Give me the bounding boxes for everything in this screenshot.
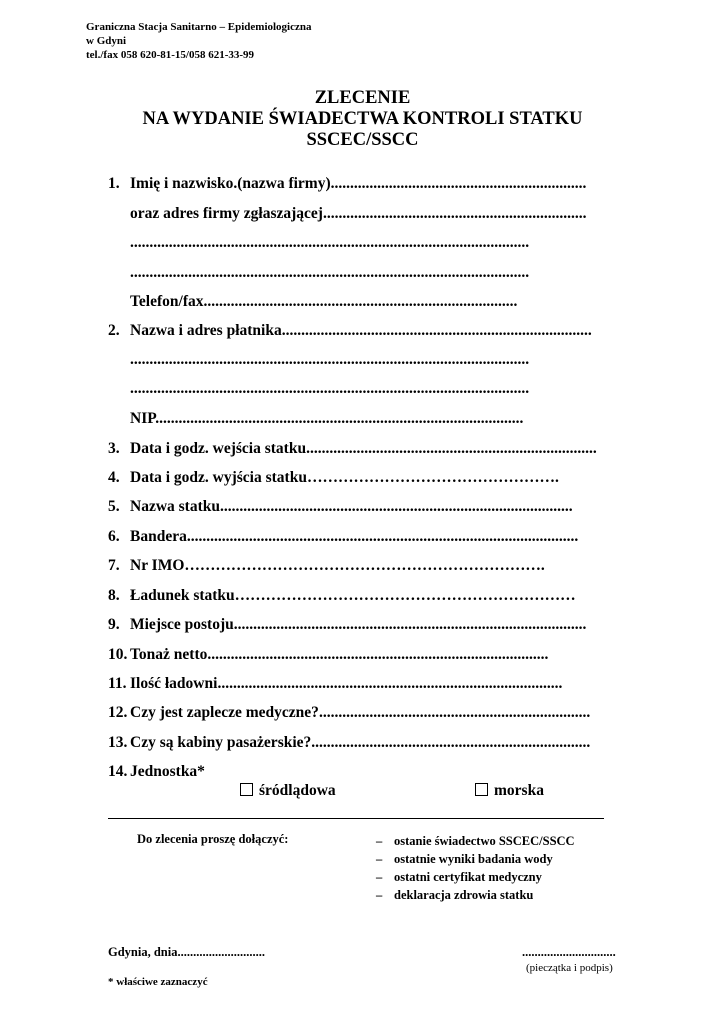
choice-sea[interactable]: [475, 782, 544, 800]
form-row: 1. Imię i nazwisko.(nazwa firmy)..................................................................: [108, 175, 587, 192]
field-label: Miejsce postoju: [130, 616, 234, 633]
divider: [108, 818, 604, 819]
form-row: [108, 380, 638, 402]
fill-line[interactable]: .......................................................................................................: [130, 234, 530, 251]
form-row: 5. Nazwa statku...........................................................................................: [108, 498, 573, 515]
fill-line[interactable]: ........................................................................................: [207, 646, 549, 663]
title-line-1: ZLECENIE: [314, 88, 411, 108]
form-row: [108, 351, 638, 373]
fill-line[interactable]: ........................................................................: [311, 734, 591, 751]
fill-line[interactable]: ...........................................................................: [306, 440, 597, 457]
field-label: Nr IMO: [130, 557, 185, 574]
signature-caption: (pieczątka i podpis): [526, 962, 613, 974]
institution-header: [86, 20, 312, 62]
institution-name: Graniczna Stacja Sanitarno – Epidemiologiczna: [86, 21, 312, 33]
fill-line[interactable]: ………………………………………….: [306, 469, 559, 486]
fill-line[interactable]: …………………………………………………………: [234, 587, 576, 604]
fill-line[interactable]: .....................................................................................................: [186, 528, 579, 545]
field-label: Tonaż netto: [130, 646, 208, 663]
choice-sea-label: morska: [494, 782, 544, 799]
document-title: [0, 88, 725, 151]
list-item: – ostatni certyfikat medyczny: [376, 870, 542, 884]
attachments-list: [376, 832, 575, 904]
signature-field[interactable]: ..............................: [522, 945, 616, 959]
form-row: [108, 205, 638, 227]
field-label: NIP: [130, 410, 156, 427]
form-row: 7. Nr IMO…………………………………………………………….: [108, 557, 545, 574]
form-row: 2. Nazwa i adres płatnika................................................................................: [108, 322, 592, 339]
title-line-2: NA WYDANIE ŚWIADECTWA KONTROLI STATKU: [142, 109, 583, 129]
field-label: Czy jest zaplecze medyczne?: [130, 704, 319, 721]
fill-line[interactable]: ......................................................................: [318, 704, 591, 721]
field-label: Bandera: [130, 528, 187, 545]
title-line-3: SSCEC/SSCC: [306, 130, 419, 150]
fill-line[interactable]: ....................................................................: [322, 205, 587, 222]
form-row: [108, 264, 638, 286]
field-label: Ilość ładowni: [130, 675, 218, 692]
field-label: oraz adres firmy zgłaszającej: [130, 205, 323, 222]
checkbox-icon[interactable]: [240, 783, 253, 796]
fill-line[interactable]: ................................................................................: [281, 322, 592, 339]
attachments-label: Do zlecenia proszę dołączyć:: [137, 832, 289, 846]
fill-line[interactable]: .......................................................................................................: [130, 351, 530, 368]
fill-line[interactable]: .................................................................................: [203, 293, 518, 310]
place-date-field[interactable]: Gdynia, dnia............................: [108, 945, 265, 959]
form-row: 8. Ładunek statku…………………………………………………………: [108, 587, 576, 604]
field-label: Imię i nazwisko.(nazwa firmy): [130, 175, 331, 192]
list-item: – ostanie świadectwo SSCEC/SSCC: [376, 834, 575, 848]
field-label: Ładunek statku: [130, 587, 235, 604]
list-item: – ostatnie wyniki badania wody: [376, 852, 553, 866]
form-row: [108, 293, 638, 315]
form-row: 12. Czy jest zaplecze medyczne?......................................................................: [108, 704, 591, 721]
checkbox-icon[interactable]: [475, 783, 488, 796]
form-row: 10. Tonaż netto........................................................................................: [108, 646, 549, 663]
choice-inland[interactable]: [240, 782, 336, 800]
field-label: Telefon/fax: [130, 293, 204, 310]
form-row: 4. Data i godz. wyjścia statku………………………………………….: [108, 469, 559, 486]
field-label: Data i godz. wejścia statku: [130, 440, 307, 457]
field-label: Nazwa i adres płatnika: [130, 322, 282, 339]
form-row: 6. Bandera.....................................................................................................: [108, 528, 579, 545]
fill-line[interactable]: .........................................................................................: [217, 675, 563, 692]
fill-line[interactable]: ..................................................................: [330, 175, 587, 192]
form-row: 3. Data i godz. wejścia statku...........................................................................: [108, 440, 597, 457]
list-item: – deklaracja zdrowia statku: [376, 888, 534, 902]
institution-phone: tel./fax 058 620-81-15/058 621-33-99: [86, 49, 255, 61]
fill-line[interactable]: ...........................................................................................: [233, 616, 587, 633]
institution-city: w Gdyni: [86, 35, 127, 47]
form-row: [108, 234, 638, 256]
fill-line[interactable]: …………………………………………………………….: [184, 557, 545, 574]
fill-line[interactable]: ...............................................................................................: [155, 410, 524, 427]
fill-line[interactable]: .......................................................................................................: [130, 380, 530, 397]
form-row: 14. Jednostka*: [108, 763, 205, 780]
fill-line[interactable]: ...........................................................................................: [220, 498, 573, 515]
form-row: 13. Czy są kabiny pasażerskie?........................................................................: [108, 734, 591, 751]
field-label: Data i godz. wyjścia statku: [130, 469, 307, 486]
form-row: 11. Ilość ładowni.........................................................................................: [108, 675, 563, 692]
field-label: Nazwa statku: [130, 498, 220, 515]
field-label: Czy są kabiny pasażerskie?: [130, 734, 312, 751]
field-label: Jednostka*: [130, 763, 205, 780]
fill-line[interactable]: .......................................................................................................: [130, 264, 530, 281]
form-row: 9. Miejsce postoju...........................................................................................: [108, 616, 587, 633]
footnote: * właściwe zaznaczyć: [108, 976, 208, 988]
form-row: [108, 410, 638, 432]
choice-inland-label: śródlądowa: [259, 782, 336, 799]
